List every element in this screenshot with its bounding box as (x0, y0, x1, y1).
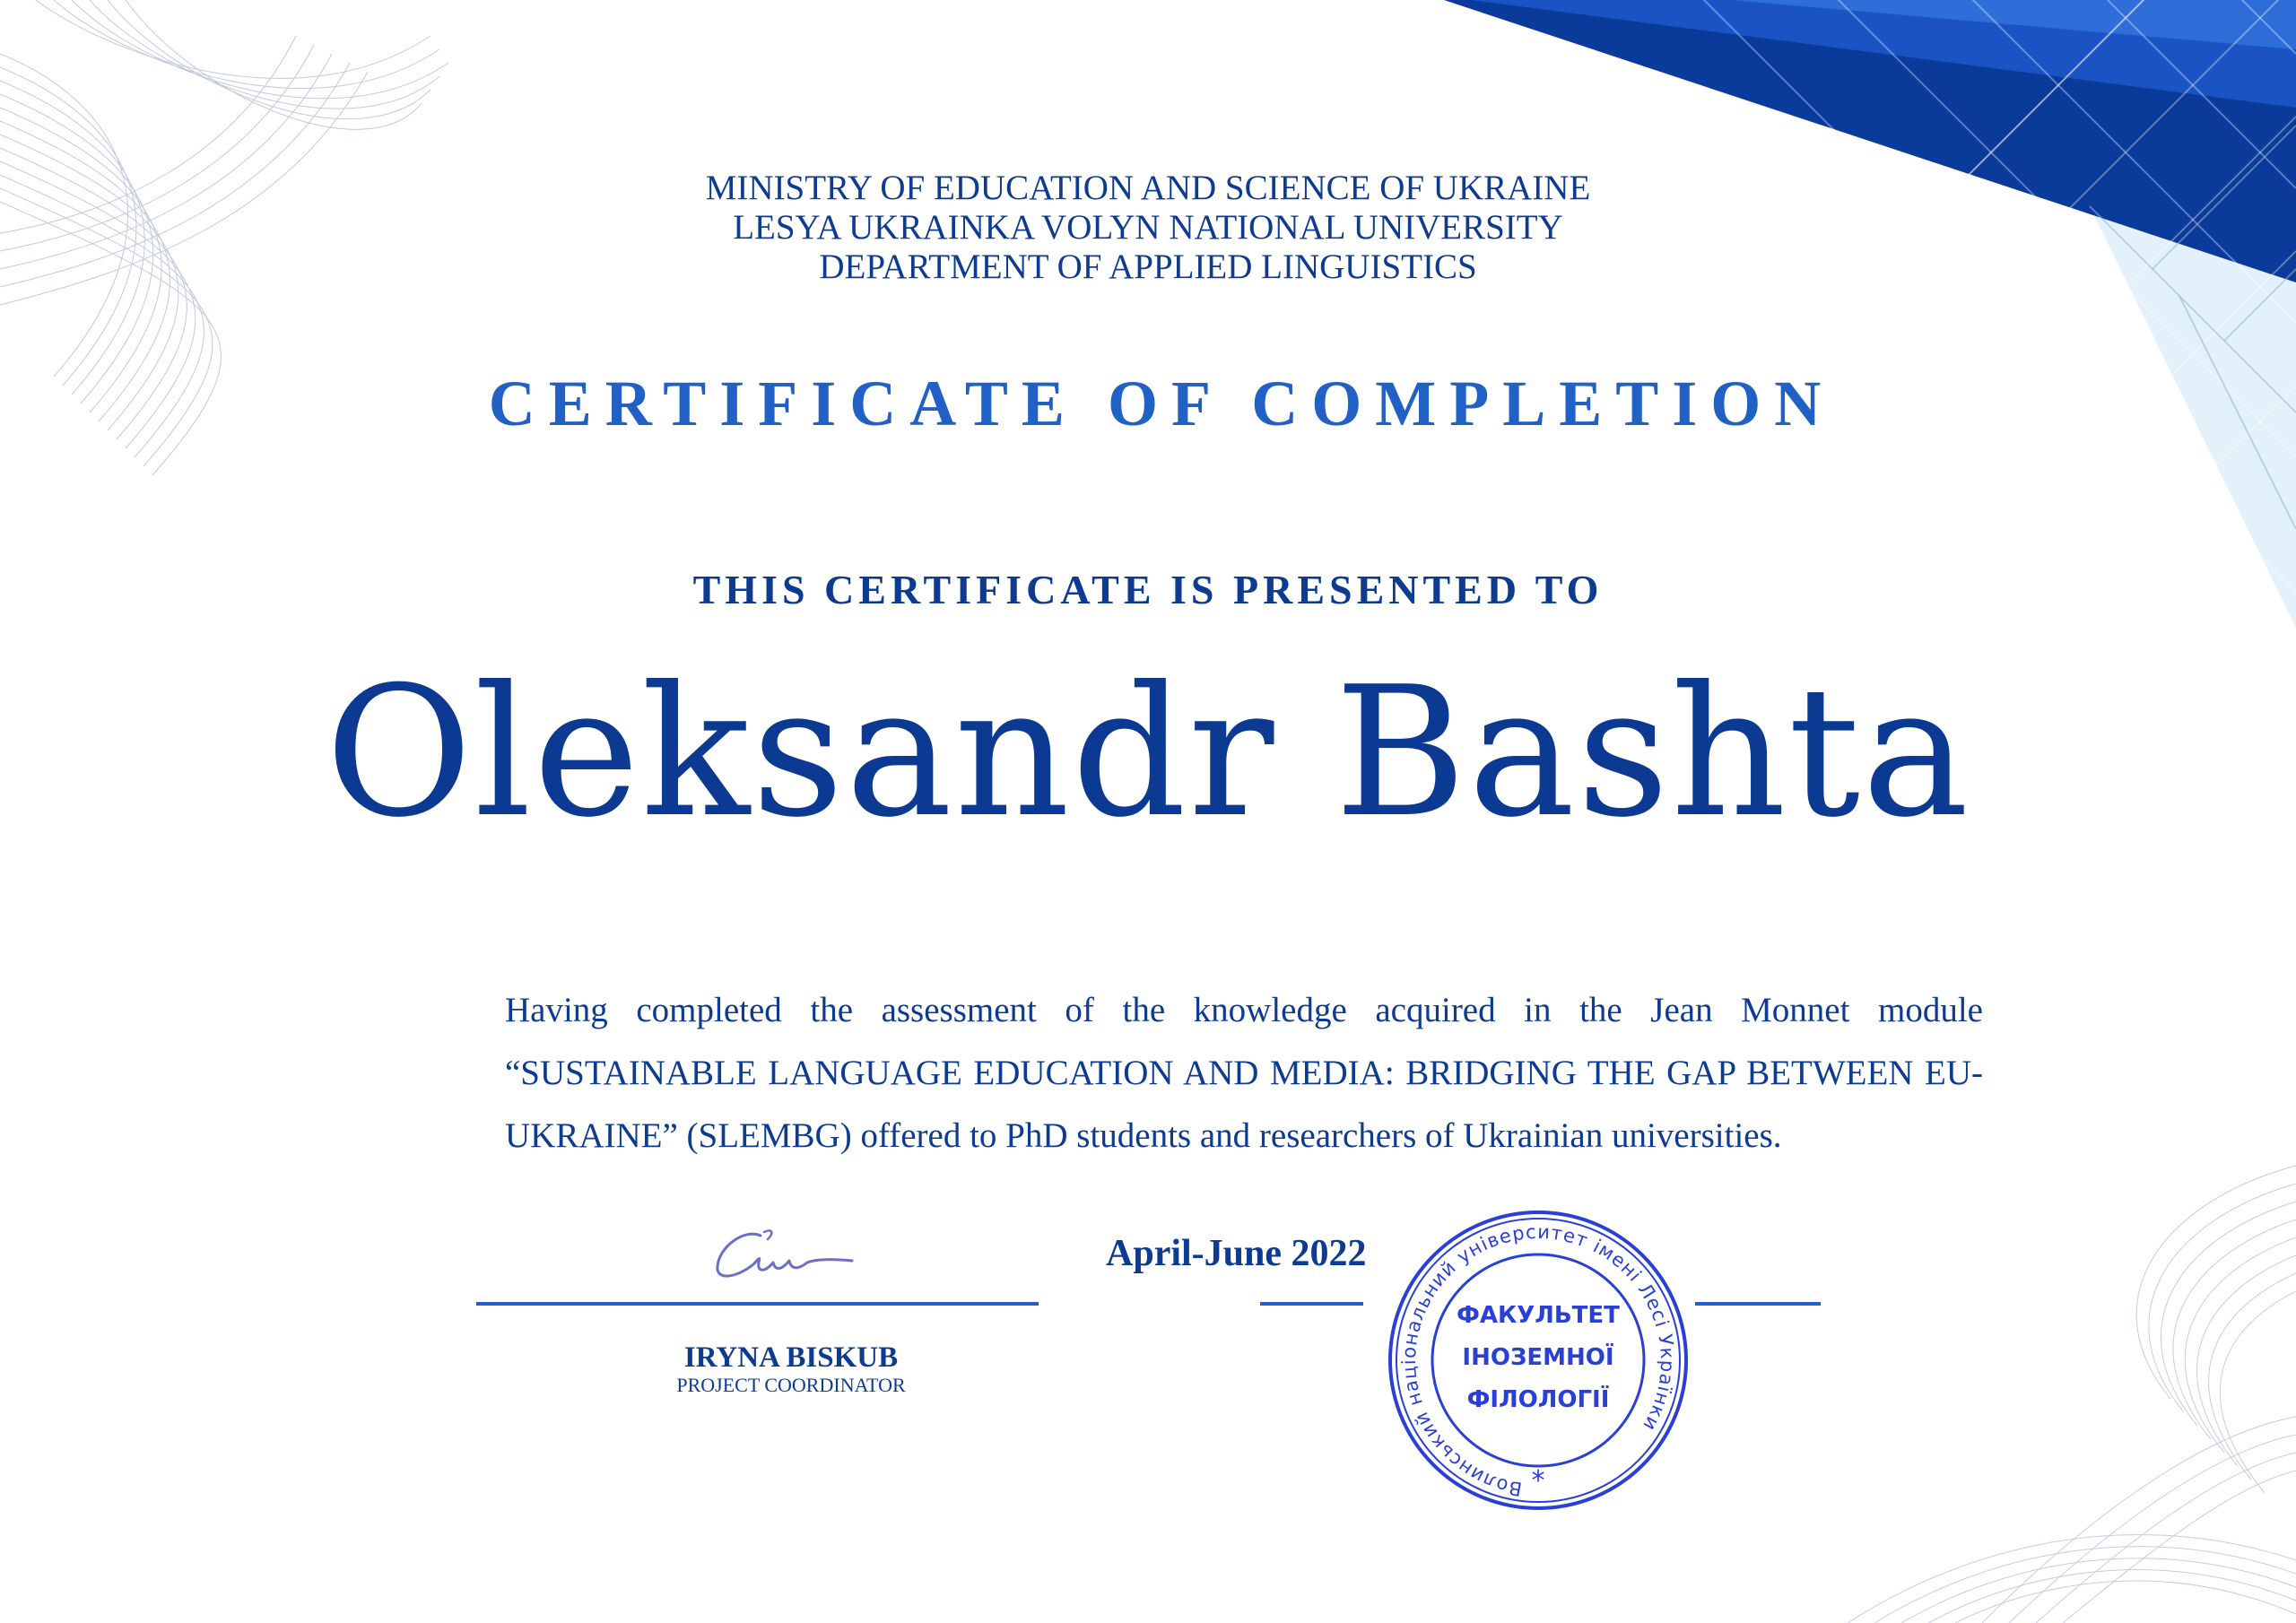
stamp-line-3: ФІЛОЛОГІЇ (1466, 1386, 1610, 1413)
certificate-title: CERTIFICATE OF COMPLETION (488, 368, 1835, 439)
signer-name: IRYNA BISKUB (683, 1341, 899, 1374)
course-dates: April-June 2022 (1106, 1233, 1367, 1274)
stamp-line-2: ІНОЗЕМНОЇ (1462, 1344, 1614, 1371)
stamp-ring-text: Волинський національний університет імені Лесі Українки (1397, 1220, 1679, 1500)
university-line: LESYA UKRAINKA VOLYN NATIONAL UNIVERSITY (733, 208, 1563, 247)
date-line-right (1695, 1302, 1821, 1306)
department-line: DEPARTMENT OF APPLIED LINGUISTICS (819, 247, 1477, 286)
recipient-name: Oleksandr Bashta (325, 648, 1971, 857)
faculty-stamp (1381, 1206, 1695, 1515)
institution-header (0, 169, 2296, 287)
presented-to-label: THIS CERTIFICATE IS PRESENTED TO (692, 567, 1604, 612)
completion-statement: Having completed the assessment of the knowledge acquired in the Jean Monnet module “SUSTAINABLE LANGUAGE EDUCATION AND MEDIA: BRIDGING THE GAP BETWEEN EU-UKRAINE” (SLEMBG) offered to PhD students and researchers of Ukrainian universities. (505, 991, 1983, 1155)
stamp-star: * (1531, 1465, 1545, 1497)
signature-mark (709, 1219, 861, 1291)
wave-pattern-bottom-right (1848, 1166, 2296, 1623)
signature-line (476, 1302, 1039, 1306)
stamp-line-1: ФАКУЛЬТЕТ (1457, 1302, 1620, 1329)
ministry-line: MINISTRY OF EDUCATION AND SCIENCE OF UKRAINE (705, 169, 1591, 207)
signer-role: PROJECT COORDINATOR (676, 1374, 906, 1396)
date-line-left (1260, 1302, 1363, 1306)
